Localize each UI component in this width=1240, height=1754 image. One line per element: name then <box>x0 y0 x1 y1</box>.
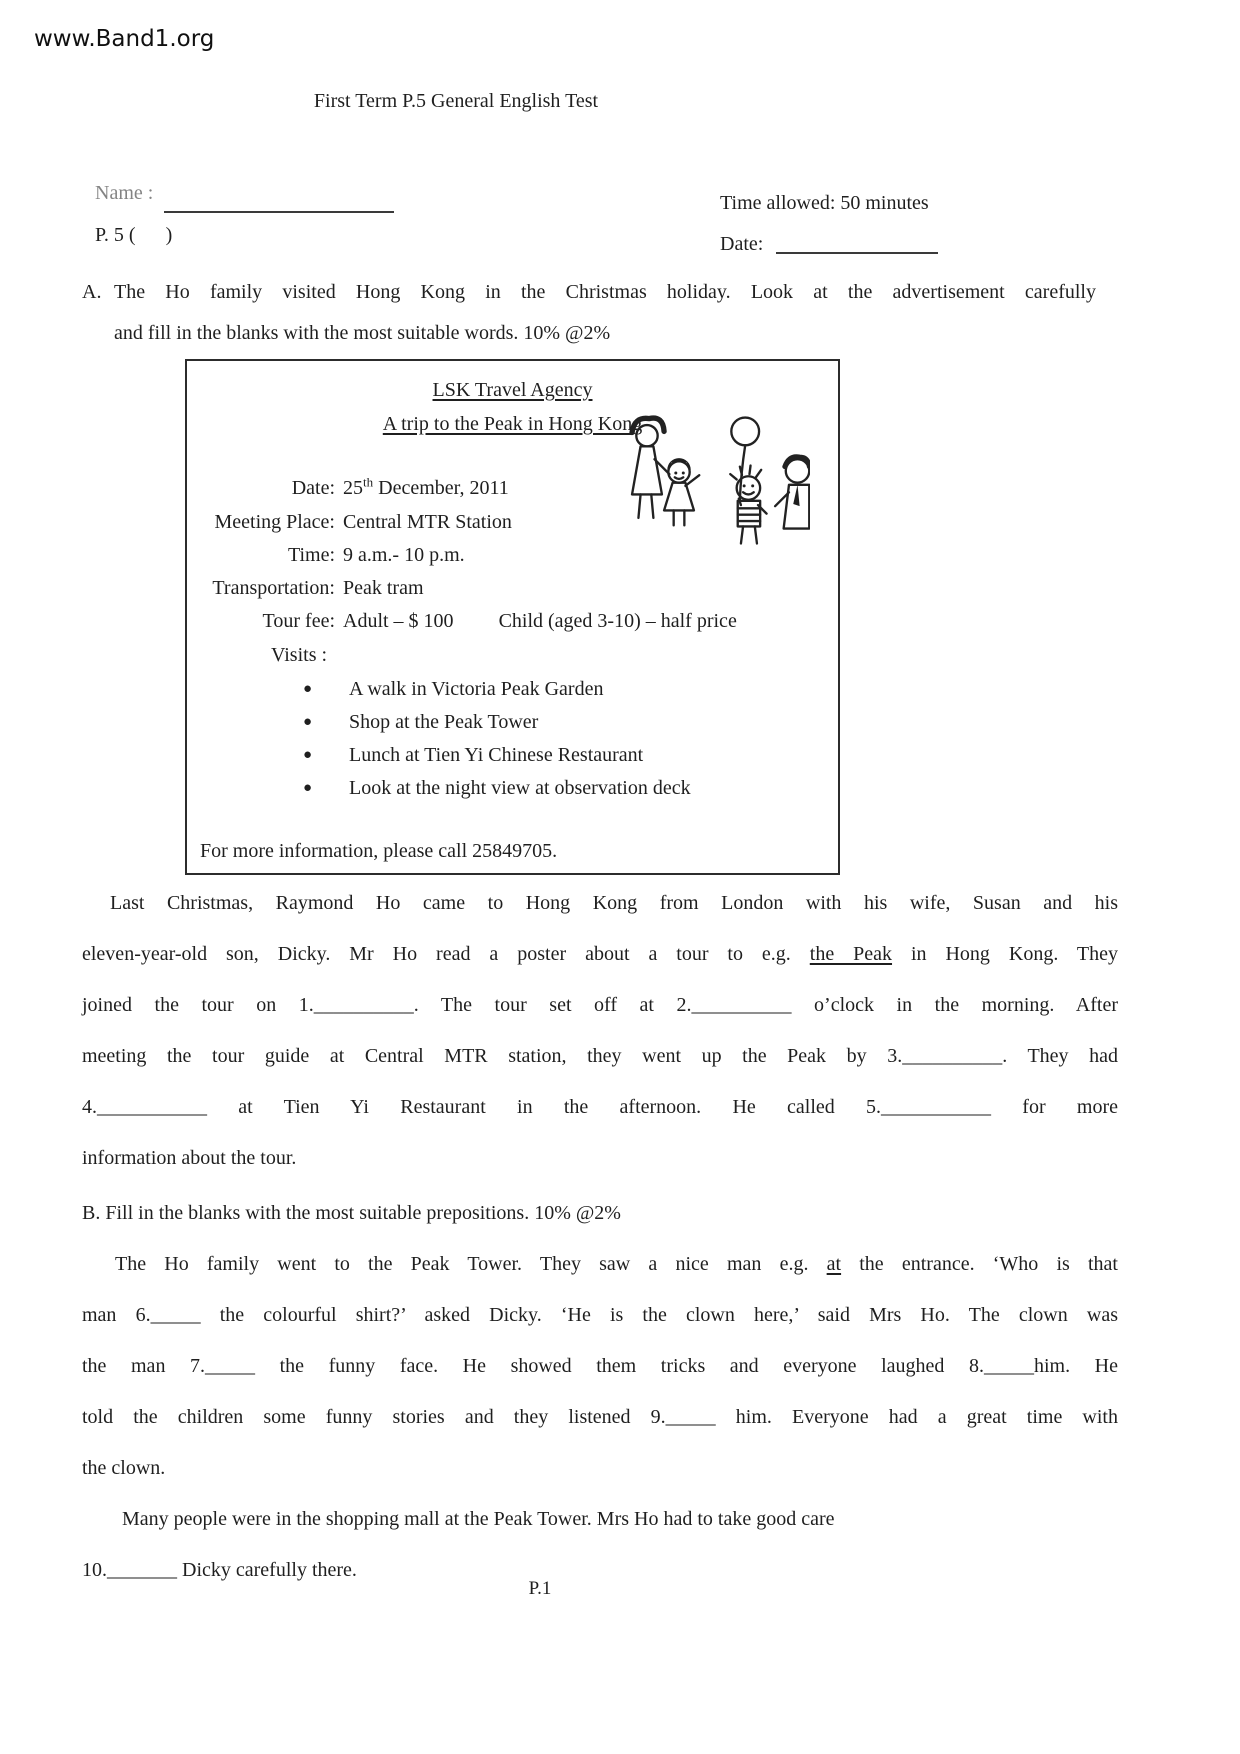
date-underline <box>776 252 938 254</box>
ad-fee-adult: Adult – $ 100 <box>343 610 454 632</box>
ad-transport-value: Peak tram <box>343 577 424 599</box>
example-answer-underlined: at <box>826 1253 842 1275</box>
ad-transport-row <box>187 575 838 601</box>
section-a-instruction-line1: The Ho family visited Hong Kong in the Christmas holiday. Look at the advertisement carefully <box>114 281 1096 303</box>
ad-fee-row <box>187 608 838 634</box>
time-allowed-label: Time allowed: 50 minutes <box>720 192 929 214</box>
ad-date-day: 25 <box>343 477 363 499</box>
mother-figure <box>632 418 669 518</box>
daughter-figure <box>664 458 699 525</box>
section-a-instruction-line2: and fill in the blanks with the most suitable words. 10% @2% <box>114 322 611 344</box>
ad-time-value: 9 a.m.- 10 p.m. <box>343 544 465 566</box>
bullet-icon: ● <box>303 747 313 763</box>
ad-time-label: Time: <box>287 544 335 566</box>
ad-visit-text: Look at the night view at observation deck <box>349 777 691 799</box>
bullet-icon: ● <box>303 780 313 796</box>
bullet-icon: ● <box>303 681 313 697</box>
page-number: P.1 <box>528 1578 552 1599</box>
class-field: P. 5 ( ) <box>95 224 173 246</box>
ad-visit-item <box>303 742 643 768</box>
passage-line: meeting the tour guide at Central MTR station, they went up the Peak by 3.__________. They had <box>82 1045 1118 1067</box>
passage-text: the entrance. ‘Who is that <box>841 1253 1118 1275</box>
ad-meeting-label: Meeting Place: <box>214 511 335 533</box>
passage-line: the clown. <box>82 1457 166 1479</box>
passage-line: joined the tour on 1.__________. The tour set off at 2.__________ o’clock in the morning. After <box>82 994 1118 1016</box>
ad-meeting-value: Central MTR Station <box>343 511 512 533</box>
section-b <box>82 1188 1118 1596</box>
example-answer-underlined: the Peak <box>809 943 893 965</box>
ad-visit-text: A walk in Victoria Peak Garden <box>349 678 604 700</box>
passage-line: the man 7._____ the funny face. He showed them tricks and everyone laughed 8._____him. He <box>82 1355 1118 1377</box>
ad-visit-item <box>303 775 691 801</box>
passage-line <box>82 929 1118 980</box>
ad-visit-item <box>303 709 538 735</box>
ad-visit-text: Lunch at Tien Yi Chinese Restaurant <box>349 744 644 766</box>
passage-line: information about the tour. <box>82 1147 297 1169</box>
advertisement-box <box>185 359 840 875</box>
ad-fee-child: Child (aged 3-10) – half price <box>498 610 737 632</box>
family-clipart-illustration <box>595 409 810 567</box>
section-a-passage <box>82 878 1118 1184</box>
ad-visits-label: Visits : <box>271 644 328 666</box>
balloon-icon <box>731 418 759 500</box>
section-a-marker: A. <box>82 281 102 303</box>
passage-text: in Hong Kong. They <box>892 943 1118 965</box>
ad-visit-text: Shop at the Peak Tower <box>349 711 539 733</box>
ad-fee-label: Tour fee: <box>262 610 335 632</box>
passage-line: man 6._____ the colourful shirt?’ asked Dicky. ‘He is the clown here,’ said Mrs Ho. The clown was <box>82 1304 1118 1326</box>
bullet-icon: ● <box>303 714 313 730</box>
ad-visit-item <box>303 676 603 702</box>
ad-agency-title: LSK Travel Agency <box>432 379 593 401</box>
passage-text: eleven-year-old son, Dicky. Mr Ho read a poster about a tour to e.g. <box>82 943 810 965</box>
passage-line: Many people were in the shopping mall at the Peak Tower. Mrs Ho had to take good care <box>122 1508 835 1530</box>
boy-figure <box>730 418 766 544</box>
passage-line <box>82 1239 1118 1290</box>
ad-date-ordinal: th <box>363 474 374 490</box>
passage-line: 4.___________ at Tien Yi Restaurant in the afternoon. He called 5.___________ for more <box>82 1096 1118 1118</box>
passage-text: The Ho family went to the Peak Tower. They saw a nice man e.g. <box>115 1253 827 1275</box>
name-label: Name : <box>95 182 154 204</box>
ad-footer-note: For more information, please call 25849705. <box>200 840 558 862</box>
passage-line: told the children some funny stories and they listened 9._____ him. Everyone had a great time with <box>82 1406 1118 1428</box>
watermark-text: www.Band1.org <box>34 26 215 52</box>
name-underline <box>164 211 394 213</box>
section-b-heading: B. Fill in the blanks with the most suitable prepositions. 10% @2% <box>82 1202 621 1224</box>
ad-date-value <box>343 475 509 501</box>
page-title: First Term P.5 General English Test <box>313 90 599 112</box>
passage-line: Last Christmas, Raymond Ho came to Hong Kong from London with his wife, Susan and his <box>110 892 1118 914</box>
ad-date-label: Date: <box>291 477 335 499</box>
ad-trip-title: A trip to the Peak in Hong Kong <box>382 413 643 435</box>
father-figure <box>775 457 809 529</box>
ad-transport-label: Transportation: <box>212 577 335 599</box>
date-label: Date: <box>720 233 764 255</box>
ad-date-rest: December, 2011 <box>373 477 509 499</box>
passage-line: 10._______ Dicky carefully there. <box>82 1559 357 1581</box>
